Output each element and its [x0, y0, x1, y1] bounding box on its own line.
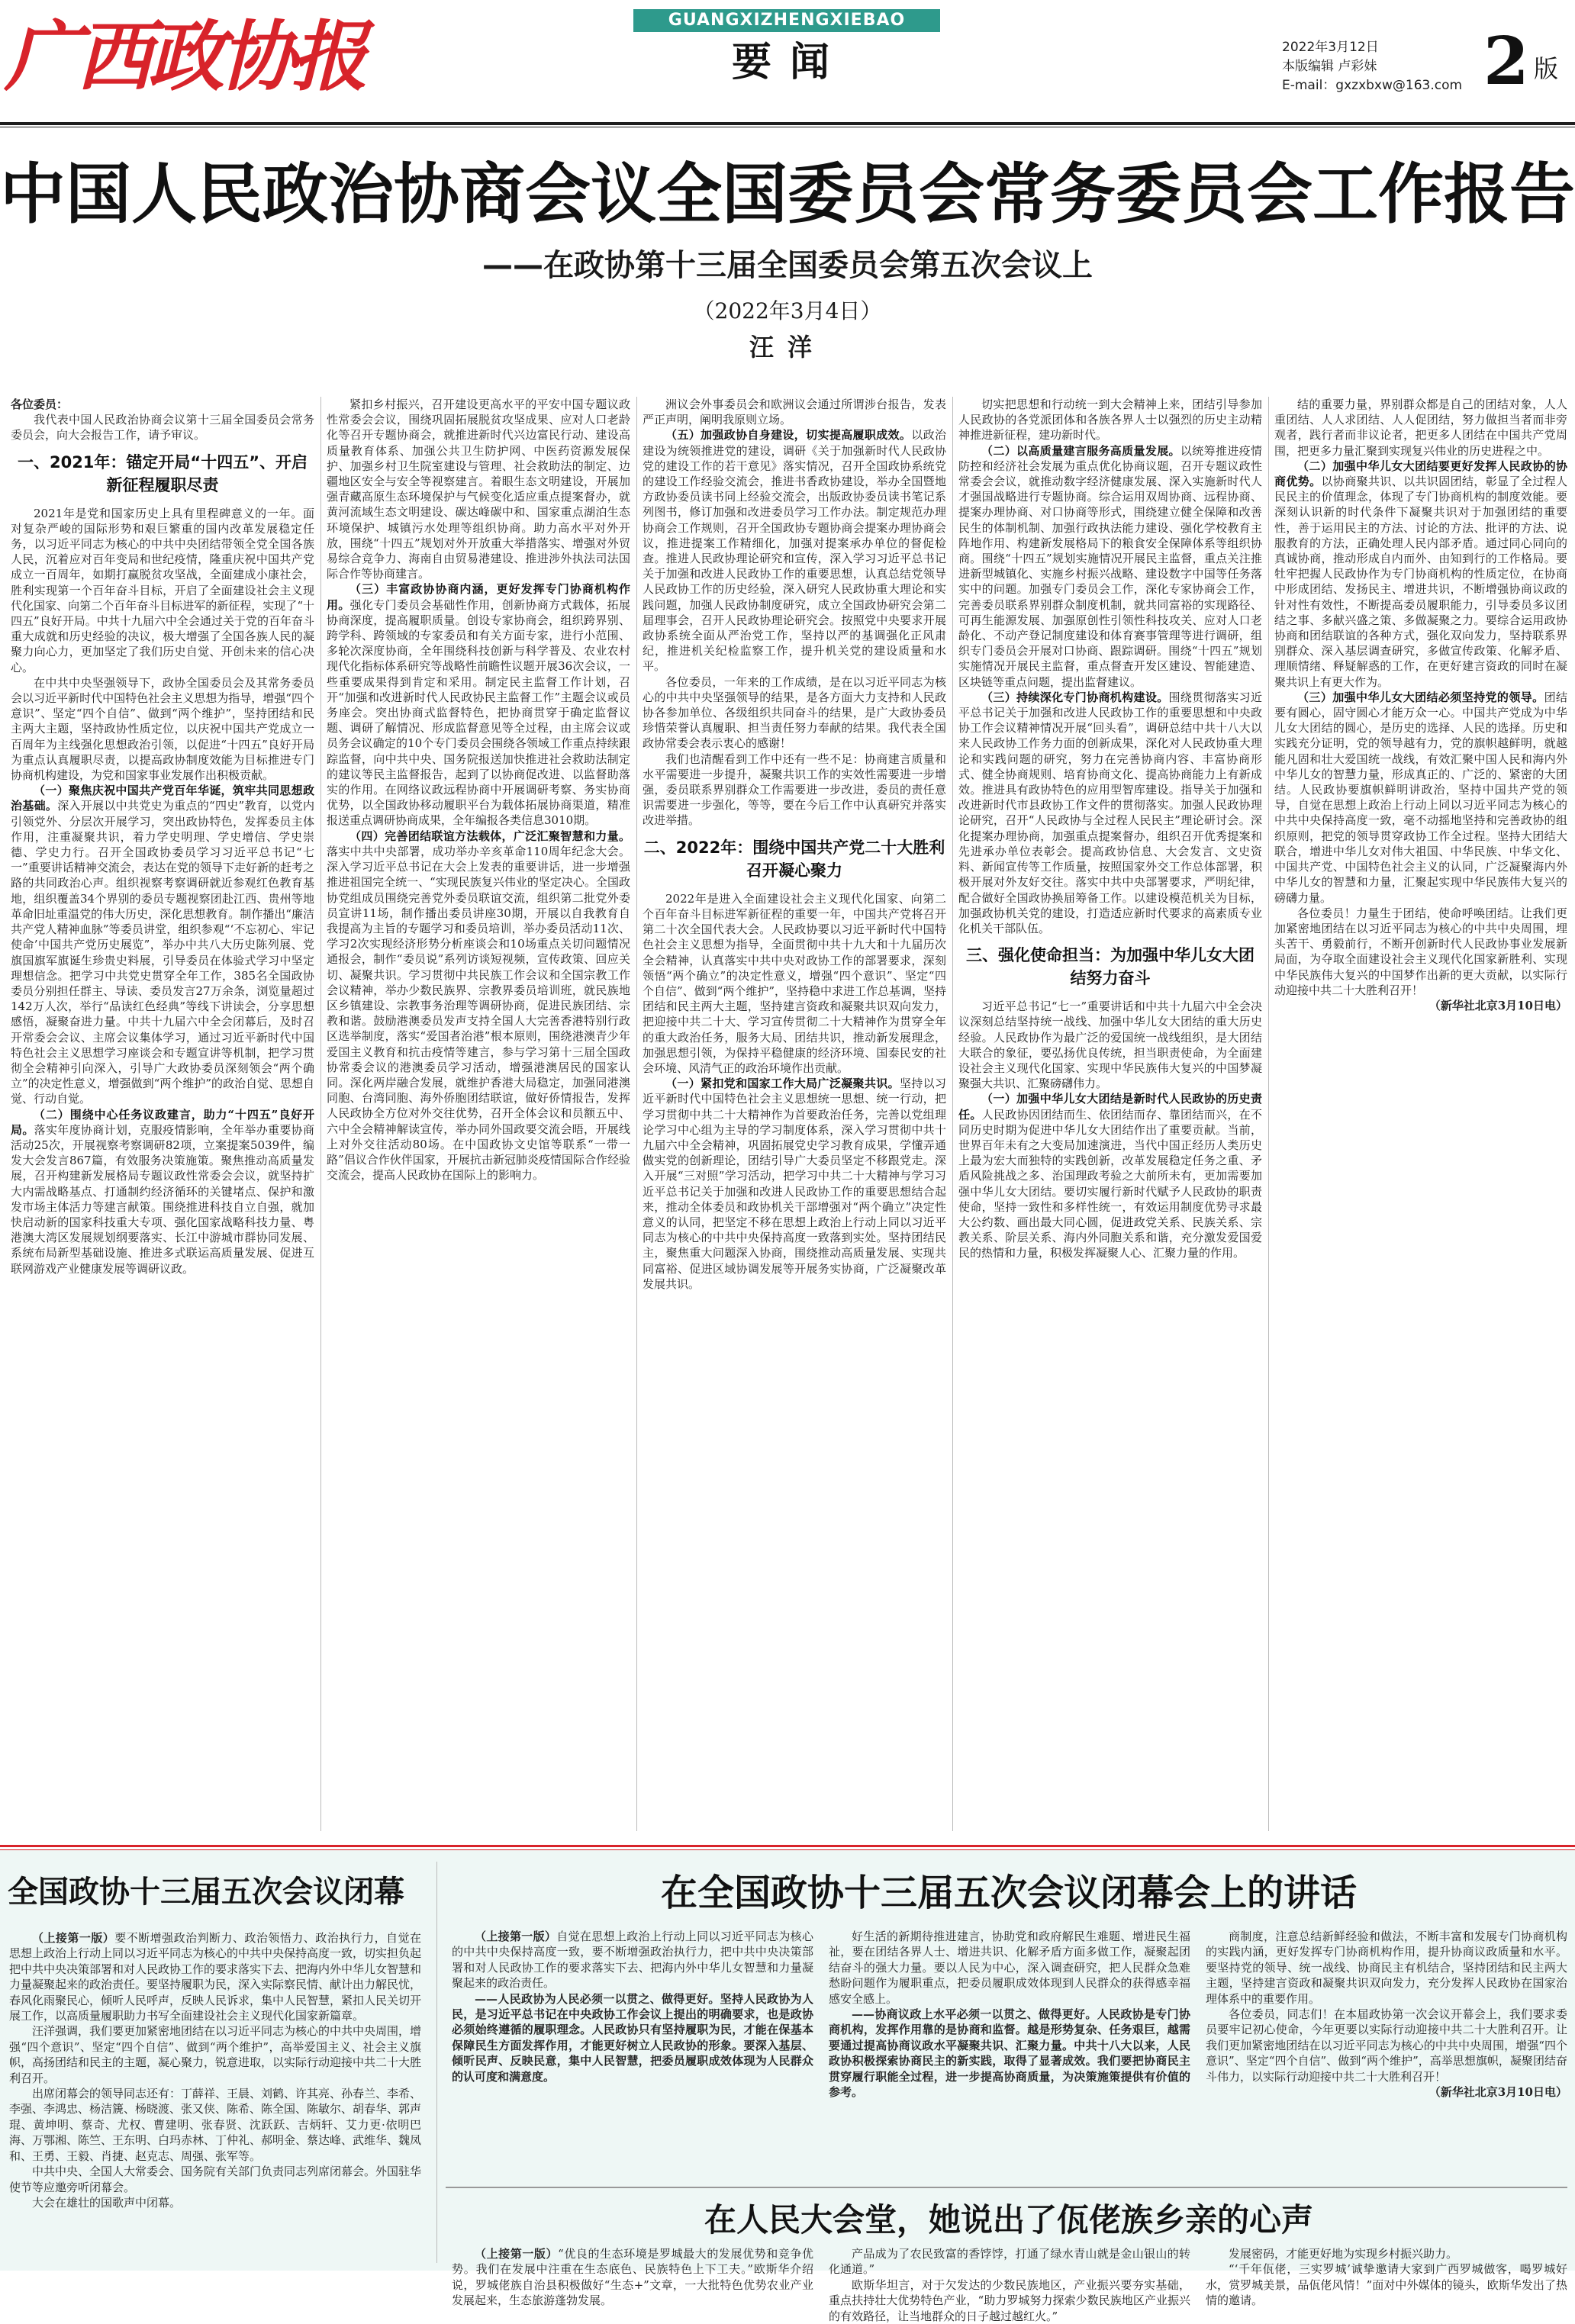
section-heading: 一、2021年：锚定开局“十四五”、开启新征程履职尽责	[17, 452, 308, 494]
paragraph: 大会在雄壮的国歌声中闭幕。	[32, 2195, 182, 2210]
paragraph: 切实把思想和行动统一到大会精神上来，团结引导参加人民政协的各党派团体和各族各界人士以强烈的历史主动精神推进新征程，建功新时代。	[958, 398, 1262, 443]
newspaper-pinyin-banner: GUANGXIZHENGXIEBAO	[633, 9, 940, 32]
paragraph: “‘千年佤佬，三实罗城’诚挚邀请大家到广西罗城做客，喝罗城好水，赏罗城美景，品佤佬风情！”面对中外媒体的镜头，欧斯华发出了热情的邀请。	[1206, 2262, 1567, 2308]
paragraph: 紧扣乡村振兴，召开建设更高水平的平安中国专题议政性常委会会议，围绕巩固拓展脱贫攻坚成果、应对人口老龄化等召开专题协商会，就推进新时代兴边富民行动、建设高质量教育体系、加强公共卫生防护网、中医药资源发展保护、加强乡村卫生院室建设与管理、社会救助法的制定、边疆地区安全与安全等视察建言。着眼生态文明建设，开展加强青藏高原生态环境保护与气候变化适应重点提案督办，就黄河流域生态文明建设、碳达峰碳中和、国家重点湖泊生态环境保护、城镇污水处理等组织协商。助力高水平对外开放，围绕“十四五”规划对外开放重大举措落实、增强对外贸易综合竞争力、海南自由贸易港建设、推进涉外执法司法国际合作等协商建言。	[327, 398, 630, 581]
newspaper-logo: 广西政协报	[5, 11, 363, 101]
continued-marker: （上接第一版）	[475, 1930, 557, 1943]
paragraph: 要不断增强政治判断力、政治领悟力、政治执行力，自觉在思想上政治上行动上同以习近平同志为核心的中共中央保持高度一致，切实担负起把中共中央决策部署和对人民政协工作的要求落实下去、把海内外中华儿女智慧和力量凝聚起来的政治责任。要坚持履职为民，深入实际察民情、献计出力解民忧，春风化雨聚民心，倾听人民呼声，反映人民诉求，集中人民智慧，紧扣人民关切开展工作，以高质量履职助力书写全面建设社会主义现代化国家新篇章。	[9, 1931, 422, 2023]
paragraph: 坚持以习近平新时代中国特色社会主义思想统一思想、统一行动，把学习贯彻中共二十大精神作为首要政治任务，完善以党组理论学习中心组为主导的学习制度体系，深入学习贯彻中共十九届六中全会精神，巩固拓展党史学习教育成果，学懂弄通做实党的创新理论，团结引导广大委员坚定不移跟党走。深入开展“三对照”学习活动，把学习中共二十大精神与学习习近平总书记关于加强和改进人民政协工作的重要思想结合起来，推动全体委员和政协机关干部增强对“两个确立”决定性意义的认同，把坚定不移在思想上政治上行动上同以习近平同志为核心的中共中央保持高度一致落到实处。坚持团结民主，聚焦重大问题深入协商，围绕推动高质量发展、实现共同富裕、促进区域协调发展等开展务实协商，广泛凝聚改革发展共识。	[643, 1077, 946, 1291]
salutation: 各位委员：	[11, 398, 69, 411]
subheading: （一）聚焦庆祝中国共产党百年华诞，筑牢共同思想政治基础。	[11, 784, 314, 813]
paragraph: 以政治建设为统领推进党的建设，调研《关于加强新时代人民政协党的建设工作的若干意见》落实情况，召开全国政协系统党的建设工作经验交流会，推进书香政协建设，举办全国暨地方政协委员读书同上经验交流会，出版政协委员读书笔记系列图书，修订加强和改进委员学习工作办法。制定规范办理协商会工作规则，召开全国政协专题协商会提案办理协商会议，推进提案工作精细化，加强对提案承办单位的督促检查。推进人民政协理论研究和宣传，深入学习习近平总书记关于加强和改进人民政协工作的重要思想，认真总结党领导人民政协工作的历史经验，深入研究人民政协重大理论和实践问题，加强人民政协制度研究，成立全国政协研究会第二届理事会，召开人民政协理论研究会。按照党中央要求开展政协系统全面从严治党工作，坚持以严的基调强化正风肃纪，推进机关纪检监察工作，提升机关党的建设质量和水平。	[643, 428, 946, 674]
continued-marker: （上接第一版）	[475, 2247, 559, 2261]
article-column-4	[958, 397, 1262, 1831]
paragraph: 以协商聚共识、以共识固团结，彰显了全过程人民民主的价值理念，体现了专门协商机构的制度效能。要深刻认识新的时代条件下凝聚共识对于加强团结的重要性，善于运用民主的方法、讨论的方法、批评的方法、说服教育的方法，正确处理人民内部矛盾。通过同心同向的真诚协商，推动形成自内而外、由知到行的工作格局。要牡牢把握人民政协作为专门协商机构的性质定位，在协商中形成团结、发扬民主、增进共识，不断增强协商议政的针对性有效性，不断提高委员履职能力，引导委员多议团结之事、多献兴盛之策、多做凝聚之力。要综合运用政协协商和团结联谊的各种方式，强化双向发力，坚持联系界别群众、深入基层调查研究，多做宣传政策、化解矛盾、理顺情绪、释疑解惑的工作，在更好建言资政的同时在凝聚共识上有更大作为。	[1274, 475, 1567, 689]
paragraph: 2022年是进入全面建设社会主义现代化国家、向第二个百年奋斗目标进军新征程的重要一年，中国共产党将召开第二十次全国代表大会。人民政协要以习近平新时代中国特色社会主义思想为指导，全面贯彻中共十九大和十九届历次全会精神，认真落实中共中央对政协工作的部署要求，深刻领悟“两个确立”的决定性意义，增强“四个意识”、坚定“四个自信”、做到“两个维护”，坚持稳中求进工作总基调，坚持团结和民主两大主题，坚持建言资政和凝聚共识双向发力，把迎接中共二十大、学习宣传贯彻二十大精神作为贯穿全年的重大政治任务，服务大局、团结共识，推动新发展理念，加强思想引领，为保持平稳健康的经济环境、国泰民安的社会环境、风清气正的政治环境作出贡献。	[643, 891, 947, 1075]
paragraph: 汪洋强调，我们要更加紧密地团结在以习近平同志为核心的中共中央周围，增强“四个意识”、坚定“四个自信”、做到“两个维护”，高举爱国主义、社会主义旗帜，高扬团结和民主的主题，凝心聚力，锐意进取，以实际行动迎接中共二十大胜利召开。	[9, 2024, 422, 2085]
subheading: （三）加强中华儿女大团结必须坚持党的领导。	[1297, 690, 1544, 704]
article-author: 汪洋	[749, 333, 826, 362]
subheading: （三）持续深化专门协商机构建设。	[981, 690, 1169, 704]
paragraph: 各位委员，同志们！在本届政协第一次会议开幕会上，我们要求委员要牢记初心使命，今年更要以实际行动迎接中共二十大胜利召开。让我们更加紧密地团结在以习近平同志为核心的中共中央周围，增强“四个意识”、坚定“四个自信”、做到“两个维护”，高举思想旗帜，凝聚团结奋斗伟力，以实际行动迎接中共二十大胜利召开！	[1206, 2007, 1567, 2084]
page-unit: 版	[1534, 54, 1559, 83]
masthead	[0, 0, 1575, 122]
article-column-2	[327, 397, 630, 1831]
page-editor: 本版编辑 卢彩妹	[1282, 59, 1377, 74]
paragraph: 落实年度协商计划，克服疫情影响，全年举办重要协商活动25次，开展视察考察调研82项，立案提案5039件，编发大会发言867篇，有效服务决策施策。聚焦推动高质量发展，召开构建新发展格局专题议政性常委会会议，就坚持扩大内需战略基点、打通制约经济循环的关键堵点、保护和激发市场主体活力等建言献策。围绕推进科技自立自强，就加快启动新的国家科技重大专项、强化国家战略科技力量、粤港澳大湾区发展规划纲要落实、长江中游城市群协同发展、系统布局新型基础设施、推进多式联运高质量发展、促进互联网游戏产业健康发展等调研议政。	[11, 1122, 314, 1276]
paragraph: 洲议会外事委员会和欧洲议会通过所谓涉台报告，发表严正声明，阐明我原则立场。	[643, 398, 946, 427]
paragraph: 围绕贯彻落实习近平总书记关于加强和改进人民政协工作的重要思想和中央政协工作会议精神情况开展“回头看”，调研总结中共十八大以来人民政协工作务力面的创新成果，深化对人民政协重大理论和实践问题的研究，努力在完善协商内容、丰富协商形式、健全协商规则、培育协商文化、提高协商能力上有新成效。推进具有政协特色的应用型智库建设。指导关于加强和改进新时代市县政协工作文件的贯彻落实。加强人民政协理论研究，召开“人民政协与全过程人民民主”理论研讨会。深化提案办理协商，加强重点提案督办，组织召开优秀提案和先进承办单位表彰会。提高政协信息、大会发言、文史资料、新闻宣传等工作质量，按照国家外交工作总体部署，积极开展对外友好交往。落实中共中央部署要求，严明纪律，配合做好全国政协换届筹备工作。以建设模范机关为目标，加强政协机关党的建设，打造适应新时代要求的高素质专业化机关干部队伍。	[958, 690, 1262, 935]
section-heading: 二、2022年：围绕中国共产党二十大胜利召开凝心聚力	[643, 838, 945, 880]
column-divider	[320, 397, 321, 1831]
paragraph: 2021年是党和国家历史上具有里程碑意义的一年。面对复杂严峻的国际形势和艰巨繁重的国内改革发展稳定任务，以习近平同志为核心的中共中央团结带领全党全国各族人民，沉着应对百年变局和世纪疫情，隆重庆祝中国共产党成立一百周年，如期打赢脱贫攻坚战，全面建成小康社会，胜利实现第一个百年奋斗目标，开启了全面建设社会主义现代化国家、向第二个百年奋斗目标进军的新征程，实现了“十四五”良好开局。中共十九届六中全会通过关于党的百年奋斗重大成就和历史经验的决议，极大增强了全国各族人民的凝聚力向心力，更加坚定了我们历史自觉、开创未来的信心决心。	[11, 506, 314, 674]
column-divider	[636, 397, 637, 1831]
paragraph: 以统筹推进疫情防控和经济社会发展为重点优化协商议题，召开专题议政性常委会会议，就推动数字经济健康发展、深入实施新时代人才强国战略进行专题协商。综合运用双周协商、远程协商、提案办理协商、对口协商等形式，围绕建立健全保障和改善民生的体制机制、加强行政执法能力建设、强化学校教育主阵地作用、构建新发展格局下的粮食安全保障体系等组织协商。围绕“十四五”规划实施情况开展民主监督，重点关注推进新型城镇化、实施乡村振兴战略、建设数字中国等任务落实中的问题。加强专门委员会工作，深化专家协商会工作，完善委员联系界别群众制度机制，就共同富裕的实现路径、可再生能源发展、加强原创性引领性科技攻关、应对人口老龄化、不动产登记制度建设和体育赛事管理等进行调研，组织专门委员会开展对口协商、跟踪调研。围绕“十四五”规划实施情况开展民主监督，重点督查开发区建设、智能建造、区块链等重点问题，提出监督建议。	[958, 443, 1262, 689]
page-number: 2	[1483, 23, 1529, 100]
story-closing-body	[9, 1930, 421, 2263]
article-column-3	[643, 397, 946, 1831]
paragraph: 好生活的新期待推进建言，协助党和政府解民生难题、增进民生福祉，要在团结各界人士、增进共识、化解矛盾方面多做工作，凝聚起团结奋斗的强大力量。要以人民为中心，深入调查研究，把人民群众急难愁盼问题作为履职重点，把委员履职成效体现到人民群众的获得感幸福感安全感上。	[829, 1930, 1190, 2006]
paragraph: 落实中共中央部署，成功举办辛亥革命110周年纪念大会。深入学习近平总书记在大会上发表的重要讲话，进一步增强推进祖国完全统一、“实现民族复兴伟业的坚定决心。全国政协党组成员围绕完善党外委员联谊交流，组织第二批党外委员宣讲11场，制作播出委员讲座30期，开展以自我教育自我提高为主旨的专题学习和委员培训，举办委员活动11次、学习2次实现经济形势分析座谈会和10场重点关切问题情况通报会，制作“委员说”系列访谈短视频，宣传政策、回应关切、凝聚共识。学习贯彻中共民族工作会议和全国宗教工作会议精神，举办少数民族界、宗教界委员培训班，就民族地区乡镇建设、宗教事务治理等调研协商，促进民族团结、宗教和谐。鼓励港澳委员发声支持全国人大完善香港特别行政区选举制度，落实“爱国者治港”根本原则，围绕港澳青少年爱国主义教育和抗击疫情等建言，参与学习第十三届全国政协常委会议的港澳委员学习活动，增强港澳居民的国家认同。深化两岸融合发展，就维护香港大局稳定，加强同港澳同胞、台湾同胞、海外侨胞团结联谊，做好侨情报告，发挥人民政协全方位对外交往优势，召开全体会议和员额五中、六中全会精神解读宣传，举办同外国政要交流会晤，开展线上对外交往活动80场。在中国政协文史馆等联系“一带一路”倡议合作伙伴国家，开展抗击新冠肺炎疫情国际合作经验交流会，提高人民政协在国际上的影响力。	[327, 844, 630, 1183]
paragraph: 我代表中国人民政治协商会议第十三届全国委员会常务委员会，向大会报告工作，请予审议。	[11, 413, 314, 443]
section-heading: 三、强化使命担当：为加强中华儿女大团结努力奋斗	[966, 946, 1255, 988]
masthead-rule	[0, 122, 1575, 125]
paragraph: 习近平总书记“七一”重要讲话和中共十九届六中全会决议深刻总结坚持统一战线、加强中华儿女大团结的重大历史经验。人民政协作为最广泛的爱国统一战线组织，是大团结大联合的象征，要弘扬优良传统，担当职责使命，为全面建设社会主义现代化国家、实现中华民族伟大复兴的中国梦凝聚强大共识、汇聚磅礴伟力。	[958, 999, 1262, 1091]
paragraph: 人民政协因团结而生、依团结而存、靠团结而兴，在不同历史时期为促进中华儿女大团结作出了重要贡献。当前，世界百年未有之大变局加速演进，当代中国正经历人类历史上最为宏大而独特的实践创新，改革发展稳定任务之重、矛盾风险挑战之多、治国理政考验之大前所未有，更加需要加强中华儿女大团结。要切实履行新时代赋予人民政协的职责使命，坚持一致性和多样性统一，有效运用制度优势寻求最大公约数、画出最大同心圆，促进政党关系、民族关系、宗教关系、阶层关系、海内外同胞关系和谐，充分激发爱国爱民的热情和力量，积极发挥凝聚人心、汇聚力量的作用。	[958, 1107, 1262, 1260]
continued-marker: （上接第一版）	[32, 1931, 115, 1945]
column-divider	[436, 1862, 437, 2263]
paragraph: 自觉在思想上政治上行动上同以习近平同志为核心的中共中央保持高度一致，要不断增强政治执行力，把中共中央决策部署和对人民政协工作的要求落实下去、把海内外中华儿女智慧和力量凝聚起来的政治责任。	[452, 1930, 813, 1991]
paragraph: 团结要有圆心，固守圆心才能万众一心。中国共产党成为中华儿女大团结的圆心，是历史的选择、人民的选择。历史和实践充分证明，党的领导越有力，党的旗帜越鲜明，就越能凡固和壮大爱国统一战线，有效汇聚中国人民和海内外中华儿女的智慧力量，形成真正的、广泛的、紧密的大团结。人民政协要旗帜鲜明讲政治，坚持中国共产党的领导，自觉在思想上政治上行动上同以习近平同志为核心的中共中央保持高度一致，毫不动摇地坚持和完善政协的组织原则，把党的领导贯穿政协工作全过程。坚持大团结大联合，增进中华儿女对伟大祖国、中华民族、中华文化、中国共产党、中国特色社会主义的认同，广泛凝聚海内外中华儿女的智慧和力量，汇聚起实现中华民族伟大复兴的磅礴力量。	[1274, 690, 1567, 905]
paragraph: 结的重要力量，界别群众都是自己的团结对象，人人重团结、人人求团结、人人促团结，努力做担当者而非旁观者，践行者而非议论者，把更多人团结在中国共产党周围，把更多力量汇聚到实现复兴伟业的历史进程之中。	[1274, 398, 1567, 458]
subheading: （三）丰富政协协商内涵，更好发挥专门协商机构作用。	[327, 582, 630, 612]
story-speech-col-2	[829, 1929, 1190, 2181]
section-rule	[0, 1845, 1575, 1847]
story-headline-feature: 在人民大会堂，她说出了佤佬族乡亲的心声	[704, 2201, 1313, 2239]
paragraph: 欧斯华坦言，对于欠发达的少数民族地区，产业振兴要夯实基础，重点扶持壮大优势特色产业，“助力罗城努力探索少数民族地区产业振兴的有效路径，让当地群众的日子越过越红火。”	[829, 2277, 1190, 2323]
paragraph: 商制度，注意总结新鲜经验和做法，不断丰富和发展专门协商机构的实践内涵，更好发挥专门协商机构作用，提升协商议政质量和水平。要坚持党的领导、统一战线、协商民主有机结合，坚持团结和民主两大主题，坚持建言资政和凝聚共识双向发力，充分发挥人民政协在国家治理体系中的重要作用。	[1206, 1930, 1567, 2006]
paragraph: “优良的生态环境是罗城最大的发展优势和竞争优势。我们在发展中注重在生态底色、民族特色上下工夫。”欧斯华介绍说，罗城佬族自治县积极做好“生态+”文章，一大批特色优势农业产业发展起来，生态旅游蓬勃发展。	[452, 2247, 813, 2308]
article-subtitle: ——在政协第十三届全国委员会第五次会议上	[482, 248, 1093, 283]
section-title: 要闻	[731, 40, 848, 85]
subheading: （二）围绕中心任务议政建言，助力“十四五”良好开局。	[11, 1107, 314, 1137]
column-divider	[952, 397, 953, 1831]
paragraph: ——人民政协为人民必须一以贯之、做得更好。坚持人民政协为人民，是习近平总书记在中央政协工作会议上提出的明确要求，也是政协必须始终遵循的履职理念。人民政协只有坚持履职为民，才能在保基本保障民生方面发挥作用，才能更好树立人民政协的形象。要深入基层、倾听民声、反映民意，集中人民智慧，把委员履职成效体现为人民群众的认可度和满意度。	[452, 1991, 813, 2084]
paragraph: 各位委员！力量生于团结，使命呼唤团结。让我们更加紧密地团结在以习近平同志为核心的中共中央周围，埋头苦干、勇毅前行，不断开创新时代人民政协事业发展新局面，为夺取全面建设社会主义现代化国家新胜利、实现中华民族伟大复兴的中国梦作出新的更大贡献，以实际行动迎接中共二十大胜利召开！	[1274, 906, 1567, 997]
story-speech-col-3	[1206, 1929, 1567, 2181]
article-column-5	[1274, 397, 1567, 1831]
subheading: （一）紧扣党和国家工作大局广泛凝聚共识。	[665, 1077, 900, 1091]
subheading: （二）以高质量建言服务高质量发展。	[981, 443, 1180, 458]
paragraph: 各位委员，一年来的工作成绩，是在以习近平同志为核心的中共中央坚强领导的结果，是各方面大力支持和人民政协各参加单位、各级组织共同奋斗的结果，是广大政协委员珍惜荣誉认真履职、担当责任努力奉献的结果。我代表全国政协常委会表示衷心的感谢！	[643, 674, 946, 751]
story-headline-speech: 在全国政协十三届五次会议闭幕会上的讲话	[660, 1872, 1357, 1914]
story-feature-col-2	[829, 2246, 1190, 2323]
paragraph: ——协商议政上水平必须一以贯之、做得更好。人民政协是专门协商机构，发挥作用靠的是协商和监督。越是形势复杂、任务艰巨，越需要通过提高协商议政水平凝聚共识、汇聚力量。中共十八大以来，人民政协积极探索协商民主的新实践，取得了显著成效。我们要把协商民主贯穿履行职能全过程，进一步提高协商质量，为决策施策提供有价值的参考。	[829, 2007, 1190, 2100]
section-rule-thin	[0, 1849, 1575, 1850]
column-divider	[1268, 397, 1269, 1831]
story-divider	[446, 2187, 1567, 2188]
subheading: （五）加强政协自身建设，切实提高履职成效。	[665, 428, 912, 443]
paragraph: 发展密码，才能更好地为实现乡村振兴助力。	[1229, 2247, 1458, 2261]
editor-email: E-mail：gxzxbxw@163.com	[1282, 78, 1463, 93]
subheading: （一）加强中华儿女大团结是新时代人民政协的历史责任。	[958, 1092, 1262, 1122]
story-speech-col-1	[452, 1929, 813, 2181]
story-headline-closing: 全国政协十三届五次会议闭幕	[8, 1875, 404, 1910]
article-headline: 中国人民政治协商会议全国委员会常务委员会工作报告	[0, 156, 1575, 233]
subheading: （四）完善团结联谊方法载体，广泛汇聚智慧和力量。	[349, 829, 630, 843]
paragraph: 产品成为了农民致富的香饽饽，打通了绿水青山就是金山银山的转化通道。”	[829, 2247, 1190, 2277]
article-column-1	[11, 397, 314, 1831]
dateline-source: （新华社北京3月10日电）	[1428, 998, 1567, 1012]
paragraph: 强化专门委员会基础性作用，创新协商方式载体，拓展协商深度，提高履职质量。创设专家协商会，组织跨界别、跨学科、跨领域的专家委员和有关方面专家，进行小范围、多轮次深度协商，全年围绕科技创新与科学普及、农业农村现代化指标体系研究等战略性前瞻性议题开展36次会议，一些重要成果得到肯定和采用。制定民主监督工作计划，召开“加强和改进新时代人民政协民主监督工作”主题会议或员务座会。突出协商式监督特色，把协商贯穿于确定监督议题、调研了解情况、形成监督意见等全过程，由主席会议或员务会议确定的10个专门委员会围绕各领域工作重点持续跟踪监督，向中共中央、国务院报送加快推进社会救助法制定的建议等民主监督报告，起到了以协商促改进、以监督助落实的作用。在网络议政远程协商中开展调研考察、务实协商优势，以全国政协移动履职平台为载体拓展协商渠道，精准报送重点调研协商成果，全年编报各类信息3010期。	[327, 597, 630, 828]
paragraph: 出席闭幕会的领导同志还有：丁薛祥、王晨、刘鹤、许其亮、孙春兰、李希、李强、李鸿忠、杨洁篪、杨晓渡、张又侠、陈希、陈全国、陈敏尔、胡春华、郭声琨、黄坤明、蔡奇、尤权、曹建明、张春贤、沈跃跃、吉炳轩、艾力更·依明巴海、万鄂湘、陈竺、王东明、白玛赤林、丁仲礼、郝明金、蔡达峰、武维华、魏凤和、王勇、王毅、肖捷、赵克志、周强、张军等。	[9, 2087, 422, 2163]
paragraph: 深入开展以中共党史为重点的“四史”教育，以党内引领党外、分层次开展学习，突出政协特色，发挥委员主体作用，注重凝聚共识，着力学史明理、学史增信、学史崇德、学史力行。召开全国政协委员学习习近平总书记“七一”重要讲话精神交流会，表达在党的领导下走好新的赶考之路的共同政治心声。组织视察考察调研就近参观红色教育基地，组织覆盖34个界别的委员专题视察团赴江西、贵州等地革命旧址重温党的伟大历史，深化思想教育。制作播出“廉洁共产党人精神血脉”等委员讲堂，组织参观“‘不忘初心、牢记使命’中国共产党历史展览”，举办中共八大历史陈列展、党旗国旗军旗诞生珍贵史料展，引导委员在体验式学习中坚定理想信念。把学习中共党史贯穿全年工作，385名全国政协委员分别担任群主、导读、委员发言27万余条，浏览量超过142万人次，举行“品读红色经典”等线下讲读会，分享思想感悟，凝聚奋进力量。中共十九届六中全会闭幕后，及时召开常委会会议、主席会议集体学习，通过习近平新时代中国特色社会主义思想学习座谈会和专题宣讲等机制，把学习贯彻全会精神引向深入，引导广大政协委员深刻领会“两个确立”的决定性意义，增强做到“两个维护”的政治自觉、思想自觉、行动自觉。	[11, 799, 315, 1106]
paragraph: 在中共中央坚强领导下，政协全国委员会及其常务委员会以习近平新时代中国特色社会主义思想为指导，增强“四个意识”、坚定“四个自信”、做到“两个维护”，坚持团结和民主两大主题，坚持政协性质定位，以庆祝中国共产党成立一百周年为主线强化思想政治引领，以促进“十四五”良好开局为重点认真履职尽责，以提高政协制度效能为目标推进专门协商机构建设，为党和国家事业发展作出积极贡献。	[11, 675, 314, 783]
paragraph: 我们也清醒看到工作中还有一些不足：协商建言质量和水平需要进一步提升，凝聚共识工作的实效性需要进一步增强，委员联系界别群众工作需要进一步改进，委员的责任意识需要进一步强化，等等，要在今后工作中认真研究并落实改进举措。	[643, 752, 946, 828]
article-dateline: （2022年3月4日）	[693, 298, 882, 323]
issue-date: 2022年3月12日	[1282, 40, 1379, 55]
paragraph: 中共中央、全国人大常委会、国务院有关部门负责同志列席闭幕会。外国驻华使节等应邀旁听闭幕会。	[9, 2165, 422, 2194]
story-feature-col-3	[1206, 2246, 1567, 2308]
dateline-source: （新华社北京3月10日电）	[1428, 2085, 1567, 2100]
subheading: （二）加强中华儿女大团结要更好发挥人民政协的协商优势。	[1274, 459, 1567, 489]
story-feature-col-1	[452, 2246, 813, 2308]
